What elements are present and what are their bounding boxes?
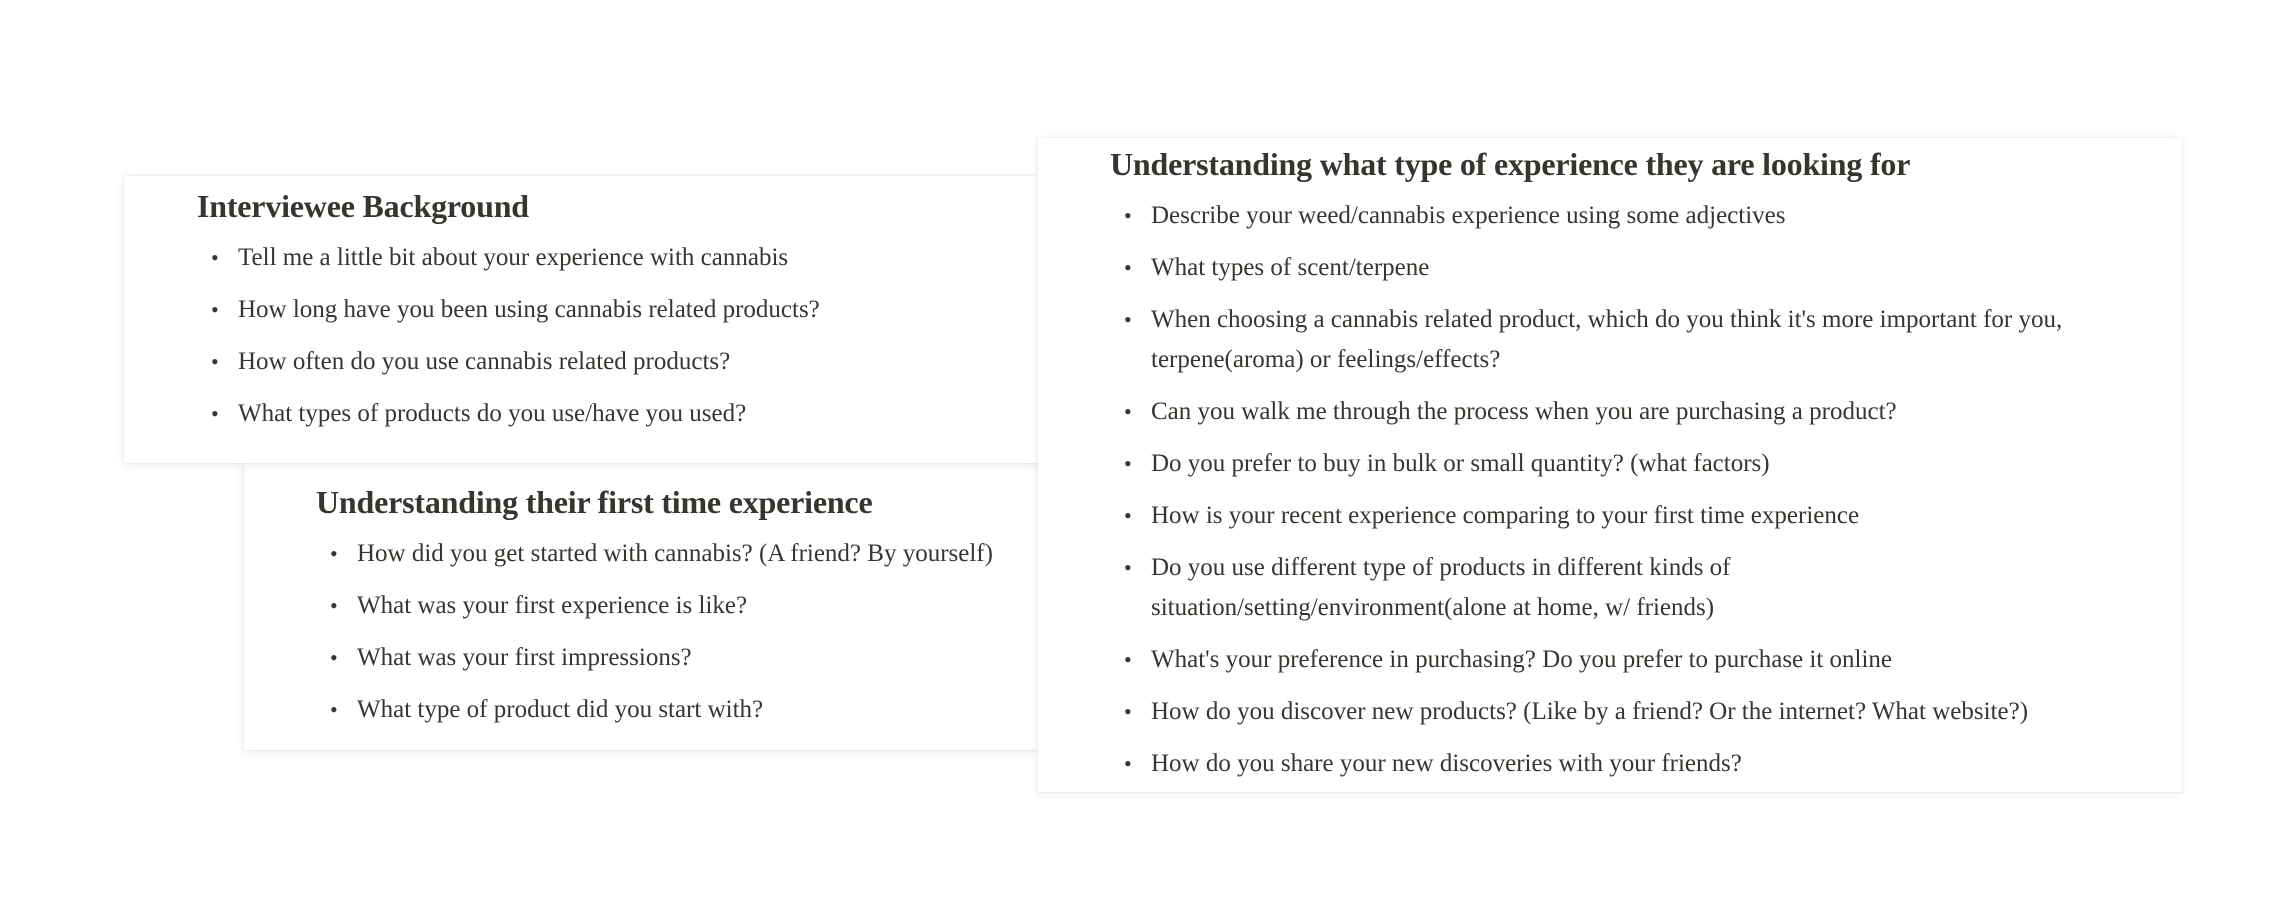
list-item: • Do you prefer to buy in bulk or small quantity? (what factors): [1110, 444, 2182, 484]
bullet-icon: •: [1124, 451, 1132, 476]
list-item: • Do you use different type of products in different kinds of situation/setting/environment(alone at home, w/ friends): [1110, 548, 2182, 628]
bullet-icon: •: [1124, 751, 1132, 776]
list-item: • What was your first impressions?: [316, 638, 1044, 678]
list-item: • How long have you been using cannabis related products?: [197, 290, 1044, 330]
question-list: [316, 534, 1044, 730]
bullet-icon: •: [330, 541, 338, 566]
question-list: [1110, 196, 2182, 784]
bullet-icon: •: [330, 697, 338, 722]
list-item: • Describe your weed/cannabis experience using some adjectives: [1110, 196, 2182, 236]
list-item: • How do you discover new products? (Like by a friend? Or the internet? What website?): [1110, 692, 2182, 732]
list-item: • What's your preference in purchasing? Do you prefer to purchase it online: [1110, 640, 2182, 680]
bullet-icon: •: [1124, 699, 1132, 724]
list-item: • What was your first experience is like?: [316, 586, 1044, 626]
list-item: • How do you share your new discoveries with your friends?: [1110, 744, 2182, 784]
bullet-icon: •: [330, 645, 338, 670]
list-item: • How did you get started with cannabis? (A friend? By yourself): [316, 534, 1044, 574]
list-item: • What types of scent/terpene: [1110, 248, 2182, 288]
bullet-icon: •: [1124, 555, 1132, 580]
section-card-looking-for: [1038, 138, 2182, 792]
bullet-icon: •: [1124, 399, 1132, 424]
bullet-icon: •: [1124, 647, 1132, 672]
section-heading: Understanding what type of experience they are looking for: [1110, 146, 1911, 182]
bullet-icon: •: [211, 245, 219, 270]
bullet-icon: •: [211, 401, 219, 426]
list-item: • What type of product did you start with?: [316, 690, 1044, 730]
bullet-icon: •: [1124, 307, 1132, 332]
section-card-first-time: [244, 460, 1044, 750]
bullet-icon: •: [1124, 255, 1132, 280]
list-item: • When choosing a cannabis related product, which do you think it's more important for you, terpene(aroma) or feelings/effects?: [1110, 300, 2182, 380]
bullet-icon: •: [1124, 203, 1132, 228]
list-item: • Can you walk me through the process when you are purchasing a product?: [1110, 392, 2182, 432]
bullet-icon: •: [330, 593, 338, 618]
question-list: [197, 238, 1044, 434]
list-item: • How is your recent experience comparing to your first time experience: [1110, 496, 2182, 536]
list-item: • How often do you use cannabis related products?: [197, 342, 1044, 382]
section-card-background: [124, 176, 1044, 463]
list-item: • Tell me a little bit about your experience with cannabis: [197, 238, 1044, 278]
section-heading: Interviewee Background: [197, 188, 529, 224]
bullet-icon: •: [211, 349, 219, 374]
list-item: • What types of products do you use/have you used?: [197, 394, 1044, 434]
bullet-icon: •: [1124, 503, 1132, 528]
section-heading: Understanding their first time experience: [316, 484, 873, 520]
bullet-icon: •: [211, 297, 219, 322]
